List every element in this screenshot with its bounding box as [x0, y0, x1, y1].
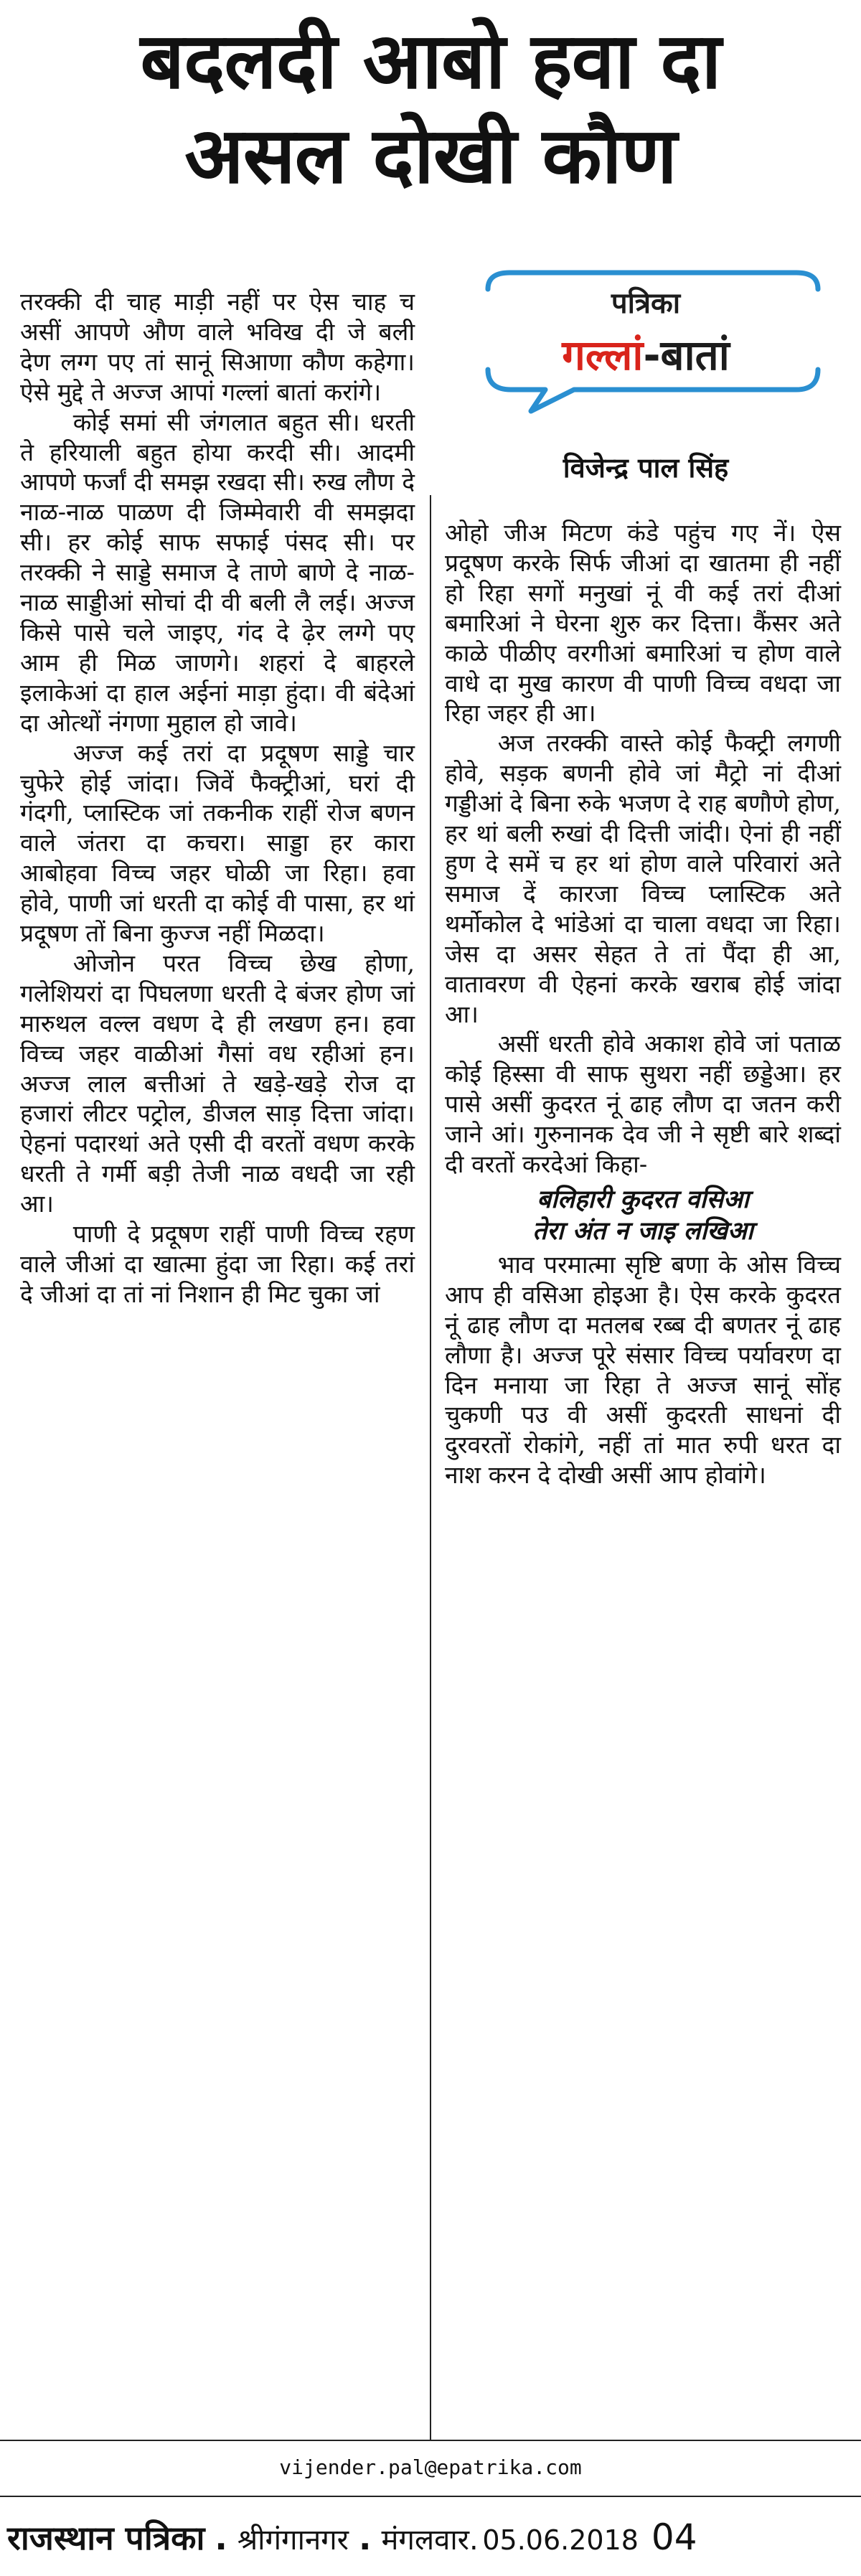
paragraph: तरक्की दी चाह माड़ी नहीं पर ऐस चाह च असीं आपणे औण वाले भविख दी जे बली देण लग्ग पए तां सानूं सिआणा कौण कहेगा। ऐसे मुद्दे ते अज्ज आपां गल्लां बातां करांगे।: [20, 288, 415, 406]
footer-day: मंगलवार.: [381, 2524, 479, 2557]
quote: [445, 1184, 841, 1247]
paragraph: अज तरक्की वास्ते कोई फैक्ट्री लगणी होवे, सड़क बणनी होवे जां मैट्रो नां दीआं गड्डीआं दे बिना रुके भजण दे राह बणौणे होण, हर थां बली रुखां दी दित्ती जांदी। ऐनां ही नहीं हुण दे समें च हर थां होण वाले परिवारां अते समाज दें कारजा विच्च प्लास्टिक अते थर्मोकोल दे भांडेआं दा चाला वधदा जा रिहा। जेस दा असर सेहत ते तां पैंदा ही आ, वातावरण वी ऐहनां करके खराब होई जांदा आ।: [445, 729, 841, 1028]
left-column: [20, 287, 415, 1310]
headline: [0, 14, 861, 204]
divider: [0, 2496, 861, 2497]
footer-date: 05.06.2018: [482, 2524, 639, 2556]
logo-gallan: गल्लां: [562, 331, 644, 380]
logo-baatan: -बातां: [643, 331, 730, 380]
quote-line-2: तेरा अंत न जाइ लखिआ: [532, 1216, 753, 1246]
column-logo: [459, 262, 832, 416]
quote-line-1: बलिहारी कुदरत वसिआ: [537, 1184, 749, 1214]
headline-line-2: असल दोखी कौण: [184, 111, 677, 201]
paragraph: अज्ज कई तरां दा प्रदूषण साड्डे चार चुफेरे होई जांदा। जिवें फैक्ट्रीआं, घरां दी गंदगी, प्लास्टिक जां तकनीक राहीं रोज बणन वाले जंतरा दा कचरा। साड्डा हर कारा आबोहवा विच्च जहर घोळी जा रिहा। हवा होवे, पाणी जां धरती दा कोई वी पासा, हर थां प्रदूषण तों बिना कुज्ज नहीं मिळदा।: [20, 738, 415, 948]
paragraph: भाव परमात्मा सृष्टि बणा के ओस विच्च आप ही वसिआ होइआ है। ऐस करके कुदरत नूं ढाह लौण दा मतलब रब्ब दी बणतर नूं ढाह लौणा है। अज्ज पूरे संसार विच्च पर्यावरण दा दिन मनाया जा रिहा ते अज्ज सानूं सोंह चुकणी पउ वी असीं कुदरती साधनां दी दुरवरतों रोकांगे, नहीं तां मात रुपी धरत दा नाश करन दे दोखी असीं आप होवांगे।: [445, 1250, 841, 1490]
byline: विजेन्द्र पाल सिंह: [563, 452, 729, 484]
footer-paper-name: राजस्थान पत्रिका: [7, 2519, 205, 2557]
paragraph: कोई समां सी जंगलात बहुत सी। धरती ते हरियाली बहुत होया करदी सी। आदमी आपणे फर्जां दी समझ रखदा सी। रुख लौण दे नाळ-नाळ पाळण दी जिम्मेवारी वी समझदा सी। हर कोई साफ सफाई पंसद सी। पर तरक्की ने साड्डे समाज दे ताणे बाणे दे नाळ-नाळ साड्डीआं सोचां दी वी बली लै लई। अज्ज किसे पासे चले जाइए, गंद दे ढ़ेर लग्गे पए आम ही मिळ जाणगे। शहरां दे बाहरले इलाकेआं दा हाल अईनां माड़ा हुंदा। वी बंदेआं दा ओत्थों नंगणा मुहाल हो जावे।: [20, 408, 415, 737]
divider: [0, 2440, 861, 2441]
column-divider: [430, 495, 431, 2440]
headline-line-1: बदलदी आबो हवा दा: [140, 17, 721, 106]
right-column: [445, 518, 841, 1490]
paragraph: असीं धरती होवे अकाश होवे जां पताळ कोई हिस्सा वी साफ सुथरा नहीं छड्डेआ। हर पासे असीं कुदरत नूं ढाह लौण दा जतन करी जाने आं। गुरुनानक देव जी ने सृष्टी बारे शब्दां दी वरतों करदेआं किहा-: [445, 1030, 841, 1179]
paragraph: ओजोन परत विच्च छेख होणा, गलेशियरां दा पिघलणा धरती दे बंजर होण जां मारुथल वल्ल वधण दे ही लखण हन। हवा विच्च जहर वाळीआं गैसां वध रहीआं हन। अज्ज लाल बत्तीआं ते खड़े-खड़े रोज दा हजारां लीटर पट्रोल, डीजल साड़ दित्ता जांदा। ऐहनां पदारथां अते एसी दी वरतों वधण करके धरती ते गर्मी बड़ी तेजी नाळ वधदी जा रही आ।: [20, 949, 415, 1218]
logo-gallan-baatan: [459, 325, 832, 382]
footer-page-number: 04: [651, 2516, 697, 2558]
paragraph: पाणी दे प्रदूषण राहीं पाणी विच्च रहण वाले जीआं दा खात्मा हुंदा जा रिहा। कई तरां दे जीआं दा तां नां निशान ही मिट चुका जां: [20, 1220, 415, 1308]
page-footer: [7, 2515, 854, 2565]
footer-city: श्रीगंगानगर: [237, 2524, 349, 2557]
logo-patrika: पत्रिका: [611, 287, 681, 320]
footer-separator: .: [359, 2519, 372, 2557]
paragraph: ओहो जीअ मिटण कंडे पहुंच गए नें। ऐस प्रदूषण करके सिर्फ जीआं दा खातमा ही नहीं हो रिहा सगों मनुखां नूं वी कई तरां दीआं बमारिआं ने घेरना शुरु कर दित्ता। कैंसर अते काळे पीळीए वरगीआं बमारिआं च होण वाले वाधे दा मुख कारण वी पाणी विच्च वधदा जा रिहा जहर ही आ।: [445, 519, 841, 728]
author-email[interactable]: vijender.pal@epatrika.com: [279, 2455, 582, 2479]
footer-separator: .: [215, 2519, 227, 2557]
